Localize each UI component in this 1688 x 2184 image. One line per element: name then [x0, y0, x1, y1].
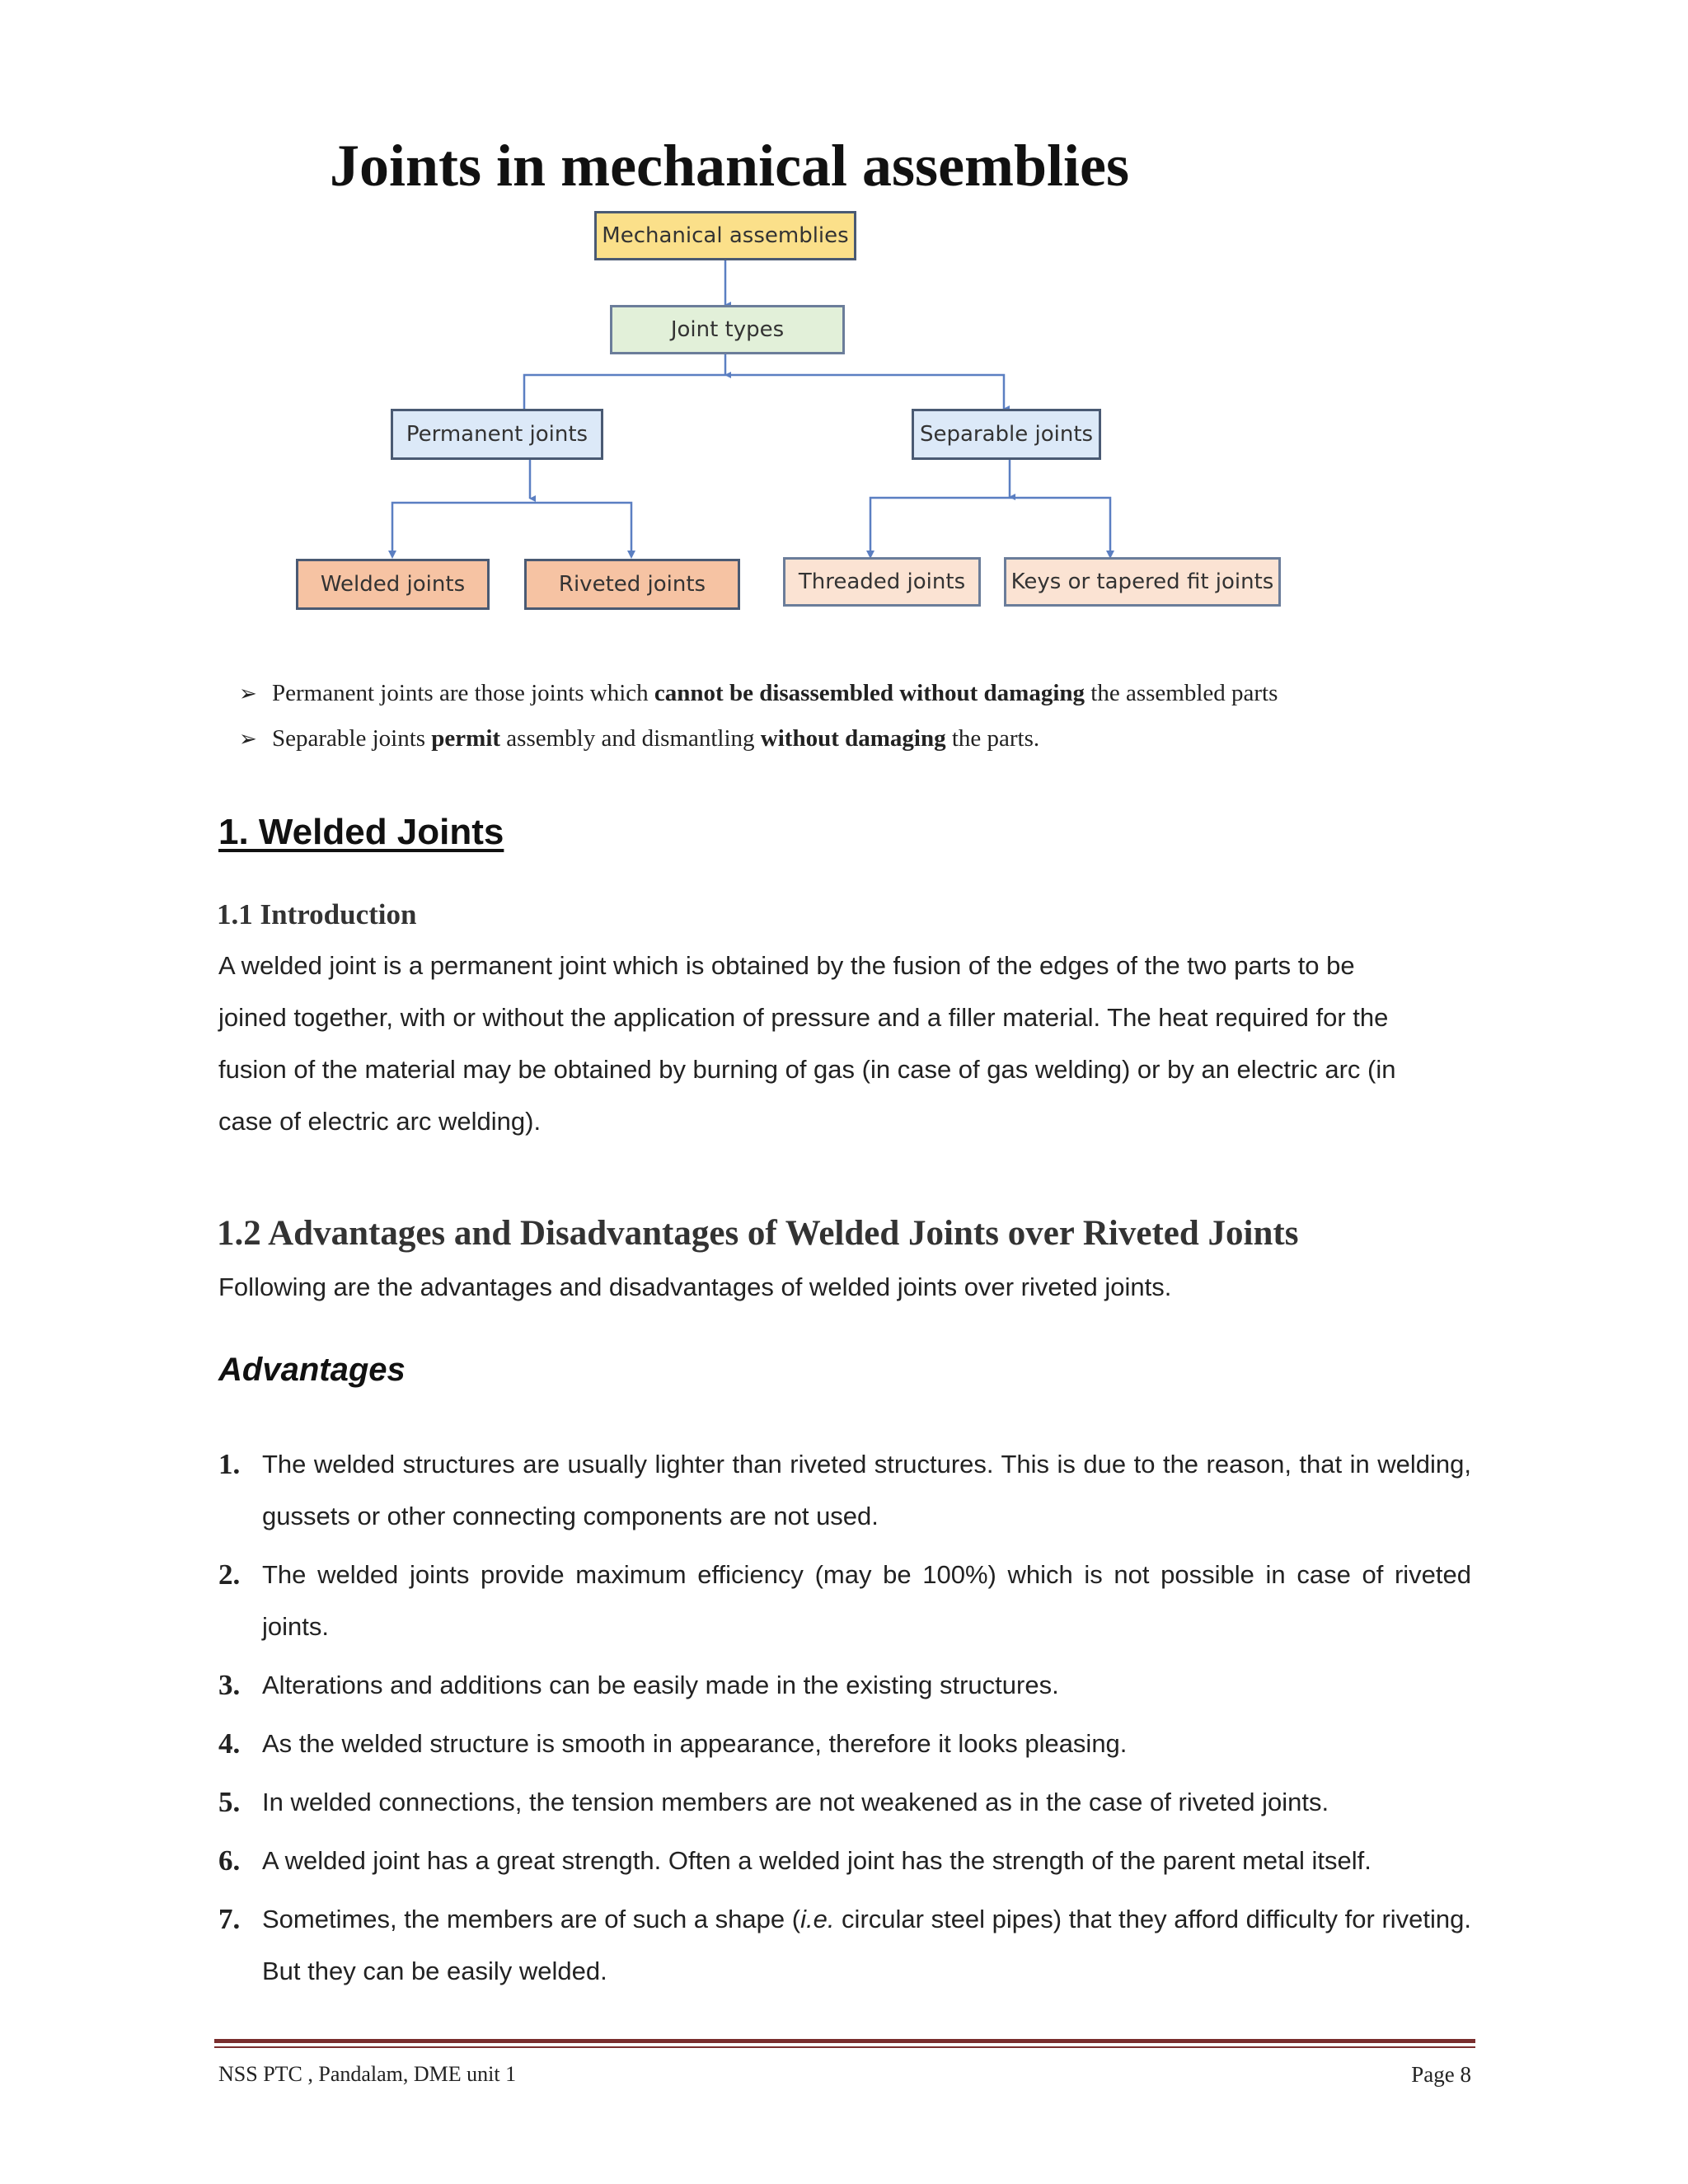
box-permanent-joints: Permanent joints	[391, 409, 603, 460]
bullet-text: Separable joints permit assembly and dismantling without damaging the parts.	[272, 725, 1040, 752]
page-number: Page 8	[1411, 2062, 1471, 2087]
footer-left: NSS PTC , Pandalam, DME unit 1	[218, 2062, 517, 2086]
bullet-permanent	[239, 680, 1278, 707]
list-item: 6. A welded joint has a great strength. Often a welded joint has the strength of the parent metal itself.	[218, 1844, 1372, 1877]
bullet-separable	[239, 725, 1039, 752]
intro-line: case of electric arc welding).	[218, 1107, 542, 1136]
diagram-title: Joints in mechanical assemblies	[330, 133, 1130, 199]
arrowhead-bullet-icon: ➢	[239, 726, 257, 752]
box-mechanical-assemblies: Mechanical assemblies	[594, 211, 856, 260]
list-item: 4. As the welded structure is smooth in appearance, therefore it looks pleasing.	[218, 1727, 1128, 1760]
footer-rule-thin	[214, 2046, 1475, 2048]
adv-dis-text: Following are the advantages and disadvantages of welded joints over riveted joints.	[218, 1272, 1172, 1301]
box-keys-tapered-fit-joints: Keys or tapered fit joints	[1004, 557, 1281, 607]
footer-rule-thick	[214, 2039, 1475, 2043]
box-separable-joints: Separable joints	[912, 409, 1101, 460]
arrowhead-bullet-icon: ➢	[239, 681, 257, 706]
list-item: 1. The welded structures are usually lighter than riveted structures. This is due to the reason, that in welding, gussets or other connecting components are not used.	[218, 1448, 1471, 1530]
box-joint-types: Joint types	[610, 305, 845, 354]
connector-separable-branches	[870, 498, 1110, 555]
connector-permanent-branches	[392, 503, 631, 555]
section-heading: 1. Welded Joints	[218, 812, 504, 852]
intro-line: joined together, with or without the application of pressure and a filler material. The heat required for the	[218, 1003, 1389, 1032]
list-item: 7. Sometimes, the members are of such a shape (i.e. circular steel pipes) that they afford difficulty for riveting. But they can be easily welded.	[218, 1903, 1471, 1985]
list-item: 5. In welded connections, the tension members are not weakened as in the case of riveted joints.	[218, 1786, 1329, 1818]
box-riveted-joints: Riveted joints	[524, 559, 740, 610]
intro-line: A welded joint is a permanent joint which is obtained by the fusion of the edges of the two parts to be	[218, 951, 1355, 980]
advantages-heading: Advantages	[218, 1352, 406, 1388]
intro-line: fusion of the material may be obtained by burning of gas (in case of gas welding) or by an electric arc (in	[218, 1055, 1396, 1084]
box-threaded-joints: Threaded joints	[783, 557, 981, 607]
adv-dis-heading: 1.2 Advantages and Disadvantages of Welded Joints over Riveted Joints	[217, 1214, 1299, 1253]
connector-types-branches	[524, 375, 1004, 409]
bullet-text: Permanent joints are those joints which cannot be disassembled without damaging the assembled parts	[272, 680, 1278, 706]
list-item: 3. Alterations and additions can be easily made in the existing structures.	[218, 1669, 1059, 1701]
list-item: 2. The welded joints provide maximum efficiency (may be 100%) which is not possible in case of riveted joints.	[218, 1558, 1471, 1641]
box-welded-joints: Welded joints	[296, 559, 490, 610]
intro-heading: 1.1 Introduction	[217, 898, 417, 930]
advantages-list	[218, 1438, 1471, 2004]
intro-paragraph	[218, 940, 1471, 1147]
